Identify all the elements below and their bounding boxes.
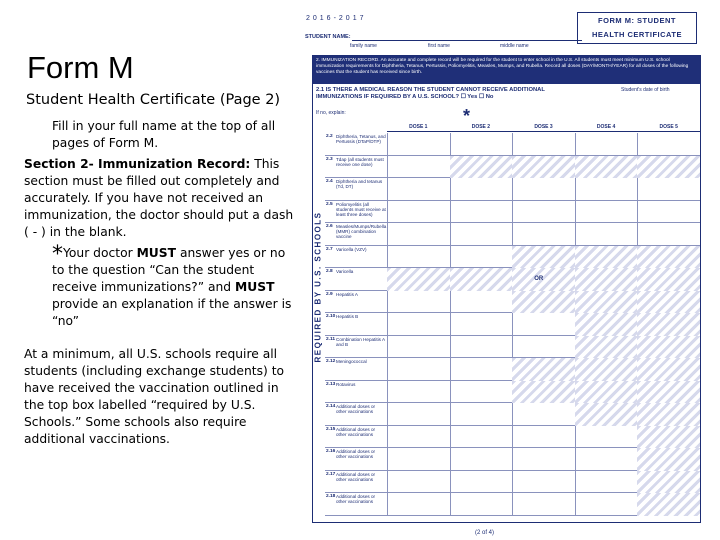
dose-cell[interactable]	[512, 133, 513, 156]
dose-cell[interactable]	[512, 313, 513, 336]
vaccine-row	[325, 291, 700, 314]
vaccine-code: 2.15	[326, 426, 336, 432]
dose-header: DOSE 3	[512, 124, 575, 132]
page-title: Form M	[27, 50, 134, 85]
dose-header: DOSE 5	[637, 124, 700, 132]
dose-cell[interactable]	[450, 313, 451, 336]
dose-cell-na	[512, 291, 575, 314]
dose-cell[interactable]	[512, 403, 513, 426]
vaccine-row	[325, 178, 700, 201]
dose-cell[interactable]	[450, 426, 451, 449]
vaccine-name: Hepatitis B	[336, 314, 359, 319]
date-of-birth-label: Student's date of birth	[621, 87, 670, 93]
vaccine-code: 2.9	[326, 291, 333, 297]
dose-cell-na	[575, 246, 638, 269]
vaccine-row	[325, 268, 700, 291]
vaccine-row	[325, 493, 700, 516]
middle-name-label: middle name	[500, 43, 529, 49]
dose-cell[interactable]	[450, 178, 451, 201]
dose-cell[interactable]	[512, 493, 513, 516]
vaccine-row	[325, 133, 700, 156]
vaccine-name: Meningococcal	[336, 359, 367, 364]
vaccine-name: Rotavirus	[336, 381, 356, 387]
vaccine-code: 2.10	[326, 314, 336, 319]
vaccine-table	[325, 124, 700, 522]
dose-cell[interactable]	[387, 426, 388, 449]
dose-cell-na	[575, 336, 638, 359]
dose-cell-na	[512, 358, 575, 381]
dose-cell[interactable]	[387, 156, 388, 179]
vaccine-code: 2.17	[326, 471, 336, 477]
dose-cell[interactable]	[512, 201, 513, 224]
dose-cell-na	[637, 381, 700, 404]
dose-cell-na	[575, 291, 638, 314]
dose-cell[interactable]	[512, 448, 513, 471]
dose-cell[interactable]	[637, 178, 638, 201]
vaccine-name: Tdap (all students must receive one dose)	[336, 156, 384, 167]
dose-cell-na	[637, 426, 700, 449]
dose-cell-na	[637, 471, 700, 494]
section-label: Section 2- Immunization Record:	[24, 157, 251, 171]
dose-cell-na	[637, 448, 700, 471]
dose-cell-na	[575, 156, 638, 179]
instructions-panel	[0, 0, 295, 540]
dose-cell[interactable]	[450, 448, 451, 471]
side-label-text: REQUIRED BY U.S. SCHOOLS	[313, 211, 323, 362]
dose-cell-na	[637, 268, 700, 291]
dose-cell[interactable]	[450, 471, 451, 494]
vaccine-row	[325, 246, 700, 269]
vaccine-code: 2.11	[326, 336, 336, 342]
vaccine-name: Diphtheria, Tetanus, and Pertussis (DTaP/DTP)	[336, 134, 386, 145]
dose-cell[interactable]	[450, 246, 451, 269]
vaccine-name: Additional doses or other vaccinations	[336, 426, 376, 437]
dose-cell[interactable]	[387, 133, 388, 156]
dose-cell[interactable]	[512, 336, 513, 359]
dose-cell-na	[512, 156, 575, 179]
dose-cell-na	[637, 156, 700, 179]
dose-header: DOSE 2	[450, 124, 513, 132]
dose-cell-na	[575, 268, 638, 291]
dose-cell-na	[512, 268, 575, 291]
vaccine-row	[325, 471, 700, 494]
dose-cell[interactable]	[387, 403, 388, 426]
vaccine-name: Additional doses or other vaccinations	[336, 404, 376, 415]
form-m-page	[300, 0, 705, 540]
explain-label: If no, explain:	[316, 110, 346, 116]
dose-cell[interactable]	[450, 493, 451, 516]
dose-cell[interactable]	[450, 133, 451, 156]
note3-text-b: answer yes or no to the question “Can the student receive immunizations?” and	[52, 246, 286, 294]
section-text: This section must be filled out completely and accurately. If you have not received an immunization, the doctor should put a dash ( - ) in the blank.	[24, 157, 294, 239]
dose-cell-na	[637, 358, 700, 381]
badge-line-2: HEALTH CERTIFICATE	[592, 30, 682, 39]
asterisk-icon: *	[52, 242, 63, 267]
dose-cell[interactable]	[575, 448, 576, 471]
dose-cell-na	[512, 381, 575, 404]
dose-cell[interactable]	[575, 471, 576, 494]
vaccine-row	[325, 336, 700, 359]
dose-cell[interactable]	[575, 223, 576, 246]
dose-cell[interactable]	[387, 493, 388, 516]
page-number: (2 of 4)	[475, 530, 495, 536]
vaccine-code: 2.2	[326, 134, 333, 139]
page-subtitle: Student Health Certificate (Page 2)	[26, 92, 281, 108]
vaccine-code: 2.8	[326, 269, 333, 274]
dose-cell[interactable]	[387, 223, 388, 246]
form-badge	[577, 12, 697, 44]
dose-cell[interactable]	[450, 358, 451, 381]
dose-cell[interactable]	[575, 201, 576, 224]
dose-header: DOSE 4	[575, 124, 638, 132]
dose-cell[interactable]	[387, 246, 388, 269]
vaccine-row	[325, 426, 700, 449]
vaccine-name: Hepatitis A	[336, 291, 358, 297]
immunization-section	[312, 55, 701, 523]
dose-cell-na	[450, 268, 513, 291]
dose-cell[interactable]	[387, 358, 388, 381]
vaccine-row	[325, 448, 700, 471]
vaccine-code: 2.5	[326, 201, 333, 207]
dose-cell-na	[637, 313, 700, 336]
dose-cell-na	[637, 336, 700, 359]
dose-cell-na	[575, 381, 638, 404]
vaccine-code: 2.3	[326, 156, 333, 162]
dose-cell[interactable]	[637, 201, 638, 224]
student-name-label: STUDENT NAME:	[305, 34, 351, 40]
vaccine-name: Combination Hepatitis A and B	[336, 336, 385, 347]
vaccine-name: Additional doses or other vaccinations	[336, 471, 376, 482]
dose-cell-na	[637, 493, 700, 516]
dose-cell[interactable]	[575, 133, 576, 156]
required-side-label	[313, 124, 323, 449]
vaccine-row	[325, 358, 700, 381]
or-label: OR	[534, 276, 544, 282]
vaccine-code: 2.6	[326, 224, 333, 229]
dose-cell[interactable]	[512, 223, 513, 246]
dose-cell[interactable]	[575, 426, 576, 449]
instruction-immunization-record	[24, 156, 294, 241]
vaccine-name: Poliomyelitis (all students must receive at least three doses)	[336, 201, 386, 217]
dose-cell[interactable]	[450, 201, 451, 224]
dose-cell[interactable]	[387, 201, 388, 224]
vaccine-code: 2.18	[326, 494, 336, 499]
dose-header: DOSE 1	[387, 124, 450, 132]
dose-cell[interactable]	[450, 403, 451, 426]
dose-cell[interactable]	[450, 291, 451, 314]
student-name-field[interactable]	[352, 40, 582, 41]
section-header: 2. IMMUNIZATION RECORD. An accurate and complete record will be required for the student to enter school in the U.S. All students must meet minimum U.S. school immunization requirements for Diphtheria, Tetanus, Pertussis, Poliomyelitis, Measles, Mumps, and Rubella. Record all doses (DAY/MONTH/YEAR) for all doses of the following vaccines that the student has received since birth.	[313, 56, 700, 84]
dose-cell[interactable]	[450, 336, 451, 359]
dose-cell-na	[387, 268, 450, 291]
dose-cell[interactable]	[637, 223, 638, 246]
vaccine-code: 2.14	[326, 404, 336, 409]
vaccine-code: 2.16	[326, 449, 336, 454]
vaccine-code: 2.7	[326, 246, 333, 252]
first-name-label: first name	[428, 43, 450, 49]
vaccine-row	[325, 156, 700, 179]
vaccine-code: 2.12	[326, 359, 336, 364]
instruction-fill-name: Fill in your full name at the top of all pages of Form M.	[52, 119, 276, 150]
dose-cell[interactable]	[450, 381, 451, 404]
vaccine-name: Diphtheria and tetanus (Td, DT)	[336, 179, 383, 190]
instruction-minimum-requirements: At a minimum, all U.S. schools require all students (including exchange students) to have received the vaccination outlined in the top box labelled “required by U.S. Schools.” Some schools also require additional vaccinations.	[24, 347, 285, 446]
dose-cell[interactable]	[387, 291, 388, 314]
vaccine-row	[325, 313, 700, 336]
dose-cell[interactable]	[512, 471, 513, 494]
vaccine-code: 2.4	[326, 179, 333, 184]
instruction-doctor-answer	[52, 242, 292, 330]
dose-cell[interactable]	[387, 381, 388, 404]
vaccine-row	[325, 223, 700, 246]
dose-cell-na	[450, 156, 513, 179]
dose-cell-na	[575, 313, 638, 336]
asterisk-icon: *	[463, 106, 471, 126]
vaccine-name: Measles/Mumps/Rubella (MMR) combination vaccine	[336, 224, 387, 240]
note3-emphasis-2: MUST	[235, 280, 275, 294]
note3-text-a: Your doctor	[63, 246, 137, 260]
dose-cell[interactable]	[512, 178, 513, 201]
note3-text-c: provide an explanation if the answer is “no”	[52, 297, 292, 328]
dose-cell[interactable]	[637, 133, 638, 156]
vaccine-name: Varicella	[336, 269, 354, 274]
dose-cell-na	[637, 403, 700, 426]
vaccine-row	[325, 381, 700, 404]
dose-cell[interactable]	[512, 426, 513, 449]
vaccine-name: Additional doses or other vaccinations	[336, 494, 376, 505]
family-name-label: family name	[350, 43, 377, 49]
dose-cell-na	[575, 403, 638, 426]
dose-cell[interactable]	[387, 448, 388, 471]
badge-line-1: FORM M: STUDENT	[598, 16, 676, 25]
vaccine-code: 2.13	[326, 381, 336, 387]
dose-cell-na	[637, 291, 700, 314]
vaccine-row	[325, 201, 700, 224]
vaccine-name: Additional doses or other vaccinations	[336, 449, 376, 460]
vaccine-row	[325, 403, 700, 426]
dose-cell[interactable]	[387, 313, 388, 336]
dose-cell-na	[512, 246, 575, 269]
school-year: 2016-2017	[306, 15, 367, 22]
dose-cell[interactable]	[387, 336, 388, 359]
dose-cell[interactable]	[387, 178, 388, 201]
note3-emphasis-1: MUST	[136, 246, 177, 260]
dose-cell-na	[637, 246, 700, 269]
dose-cell[interactable]	[575, 493, 576, 516]
medical-reason-question: 2.1 IS THERE A MEDICAL REASON THE STUDENT CANNOT RECEIVE ADDITIONAL IMMUNIZATIONS IF REQUIRED BY A U.S. SCHOOL? ☐ Yes ☐ No	[316, 87, 545, 100]
dose-cell-na	[575, 358, 638, 381]
dose-cell[interactable]	[450, 223, 451, 246]
dose-cell[interactable]	[387, 471, 388, 494]
vaccine-name: Varicella (VZV)	[336, 246, 367, 252]
dose-cell[interactable]	[575, 178, 576, 201]
